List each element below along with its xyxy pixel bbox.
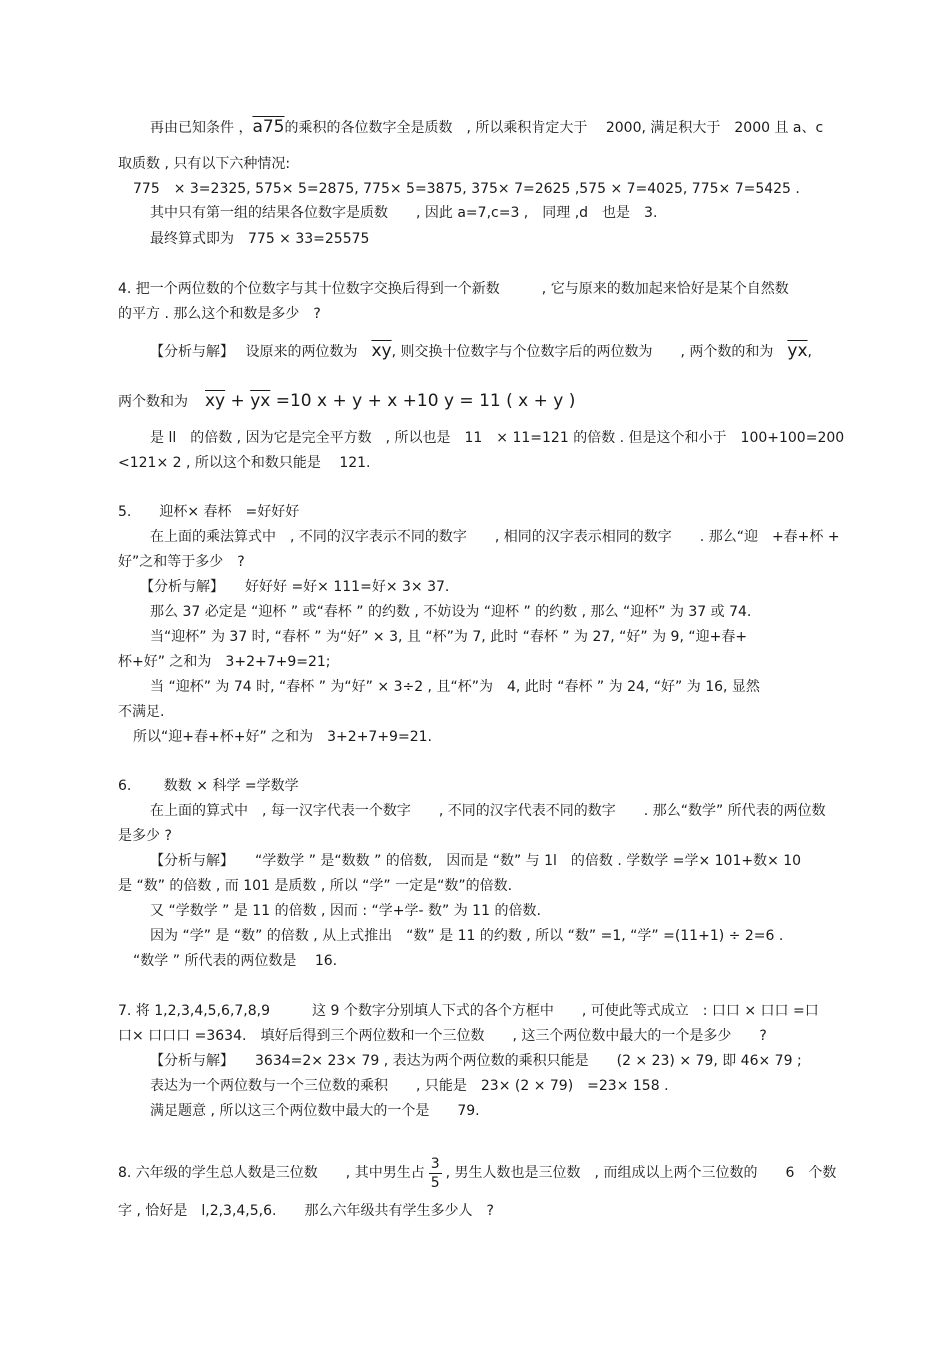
problem-4-heading: 4. 把一个两位数的个位数字与其十位数字交换后得到一个新数 , 它与原来的数加起来恰好是某个自然数 xyxy=(118,281,789,297)
analysis-line: 【分析与解】 设原来的两位数为 $\overline{xy}$, 则交换十位数字与个位数字后的两位数为 , 两个数的和为 $\overline{yx}$, xyxy=(150,341,812,361)
text-line: 满足题意 , 所以这三个两位数中最大的一个是 79. xyxy=(150,1103,480,1119)
text-line: 因为 “学” 是 “数” 的倍数 , 从上式推出 “数” 是 11 的约数 , 所以 “数” =1, “学” =(11+1) ÷ 2=6 . xyxy=(150,928,784,944)
text-line: 好”之和等于多少 ? xyxy=(118,554,245,570)
text-line: 775 × 3=2325, 575× 5=2875, 775× 5=3875, 375× 7=2625 ,575 × 7=4025, 775× 7=5425 . xyxy=(133,181,800,197)
text-line: 在上面的乘法算式中 , 不同的汉字表示不同的数字 , 相同的汉字表示相同的数字 . 那么“迎 +春+杯 + xyxy=(150,529,840,545)
text-line: <121× 2 , 所以这个和数只能是 121. xyxy=(118,455,371,471)
text-line: 口× 口口口 =3634. 填好后得到三个两位数和一个三位数 , 这三个两位数中最大的一个是多少 ? xyxy=(118,1028,767,1044)
text-line: 所以“迎+春+杯+好” 之和为 3+2+7+9=21. xyxy=(133,729,432,745)
text-line: 是多少 ? xyxy=(118,828,172,844)
analysis-line: 【分析与解】 好好好 =好× 111=好× 3× 37. xyxy=(140,579,450,595)
text-line: 再由已知条件 ，a75的乘积的各位数字全是质数 , 所以乘积肯定大于 2000, 满足积大于 2000 且 a、c xyxy=(150,117,824,137)
problem-8-heading: 8. 六年级的学生总人数是三位数 , 其中男生占 $\frac{3}{5}$ , 男生人数也是三位数 , 而组成以上两个三位数的 6 个数 xyxy=(118,1155,837,1191)
equation-line: 两个数和为 $\overline{xy} + \overline{yx} =10$ x + y + x +10 y = 11 ( x + y ) xyxy=(118,391,576,411)
text-line: “数学 ” 所代表的两位数是 16. xyxy=(133,953,338,969)
text-line: 其中只有第一组的结果各位数字是质数 , 因此 a=7,c=3 , 同理 ,d 也是 3. xyxy=(150,205,658,221)
text-line: 最终算式即为 775 × 33=25575 xyxy=(150,231,370,247)
problem-6-heading: 6. 数数 × 科学 =学数学 xyxy=(118,778,299,794)
fraction: $\frac{3}{5}$ xyxy=(430,1155,440,1191)
overline-xy: $\overline{xy}$ xyxy=(205,391,226,411)
text-line: 的平方 . 那么这个和数是多少 ? xyxy=(118,306,321,322)
text-line: 表达为一个两位数与一个三位数的乘积 , 只能是 23× (2 × 79) =23× 158 . xyxy=(150,1078,669,1094)
overline-xy: $\overline{xy}$ xyxy=(371,341,392,361)
text-line: 字 , 恰好是 l,2,3,4,5,6. 那么六年级共有学生多少人 ? xyxy=(118,1203,494,1219)
text-line: 是 ll 的倍数 , 因为它是完全平方数 , 所以也是 11 × 11=121 的倍数 . 但是这个和小于 100+100=200 xyxy=(150,430,845,446)
overline-number: a75 xyxy=(252,117,285,137)
text-line: 不满足. xyxy=(118,704,165,720)
problem-7-heading: 7. 将 1,2,3,4,5,6,7,8,9 这 9 个数字分别填人下式的各个方框中 , 可使此等式成立 : 口口 × 口口 =口 xyxy=(118,1003,819,1019)
text-line: 是 “数” 的倍数 , 而 101 是质数 , 所以 “学” 一定是“数”的倍数. xyxy=(118,878,513,894)
problem-5-heading: 5. 迎杯× 春杯 =好好好 xyxy=(118,504,300,520)
text-line: 当 “迎杯” 为 74 时, “春杯 ” 为“好” × 3÷2 , 且“杯”为 4, 此时 “春杯 ” 为 24, “好” 为 16, 显然 xyxy=(150,679,760,695)
text-line: 取质数 , 只有以下六种情况: xyxy=(118,156,291,172)
text-line: 当“迎杯” 为 37 时, “春杯 ” 为“好” × 3, 且 “杯”为 7, 此时 “春杯 ” 为 27, “好” 为 9, “迎+春+ xyxy=(150,629,748,645)
overline-yx: $\overline{yx}$ xyxy=(787,341,808,361)
text-line: 在上面的算式中 , 每一汉字代表一个数字 , 不同的汉字代表不同的数字 . 那么“数学” 所代表的两位数 xyxy=(150,803,826,819)
text-line: 那么 37 必定是 “迎杯 ” 或“春杯 ” 的约数 , 不妨设为 “迎杯 ” 的约数 , 那么 “迎杯” 为 37 或 74. xyxy=(150,604,752,620)
text-line: 杯+好” 之和为 3+2+7+9=21; xyxy=(118,654,331,670)
analysis-line: 【分析与解】 3634=2× 23× 79 , 表达为两个两位数的乘积只能是 (2 × 23) × 79, 即 46× 79 ; xyxy=(150,1053,802,1069)
analysis-line: 【分析与解】 “学数学 ” 是“数数 ” 的倍数, 因而是 “数” 与 1l 的倍数 . 学数学 =学× 101+数× 10 xyxy=(150,853,802,869)
overline-yx: $\overline{yx}$ xyxy=(250,391,271,411)
text-line: 又 “学数学 ” 是 11 的倍数 , 因而 : “学+学- 数” 为 11 的倍数. xyxy=(150,903,541,919)
